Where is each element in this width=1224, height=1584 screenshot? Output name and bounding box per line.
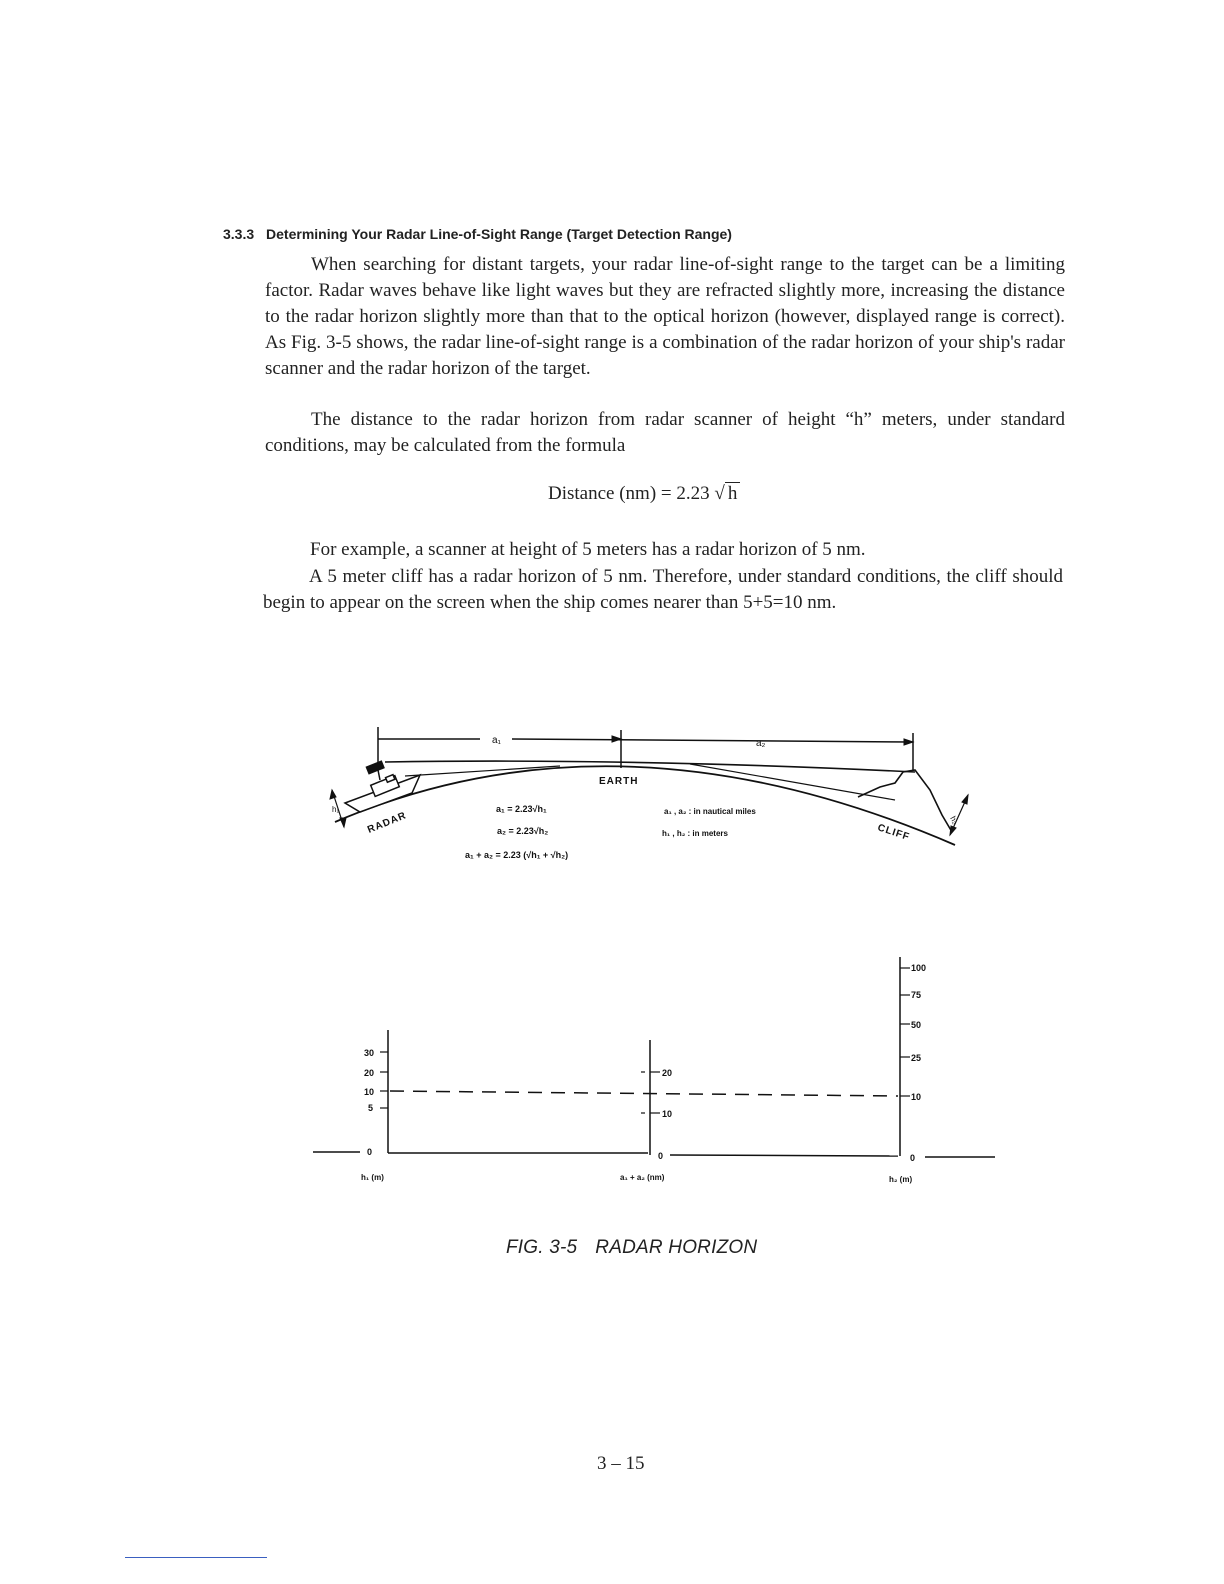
h2-tick: 100 (911, 963, 927, 973)
h1-axis-label: h₁ (m) (361, 1173, 384, 1182)
h2-tick: 50 (911, 1020, 922, 1030)
h2-tick: 0 (910, 1153, 916, 1163)
label-h1: h₁ (332, 805, 340, 814)
formula-a1: a₁ = 2.23√h₁ (496, 804, 547, 814)
nomogram (313, 957, 995, 1157)
earth-surface-arc (335, 766, 955, 845)
h2-arrow-head-bottom (950, 826, 956, 835)
h1-arrow-head-bottom (340, 818, 346, 827)
range-tick: 10 (662, 1109, 673, 1119)
dimension-line-main (512, 739, 913, 742)
h1-tick: 10 (364, 1087, 375, 1097)
page-number: 3 – 15 (597, 1453, 645, 1474)
range-tick: 20 (662, 1068, 673, 1078)
formula-sum: a₁ + a₂ = 2.23 (√h₁ + √h₂) (465, 850, 569, 860)
label-a1: a₁ (492, 735, 501, 746)
line-of-sight (385, 761, 915, 772)
arrow-head-a2 (904, 739, 913, 745)
label-cliff: CLIFF (876, 822, 912, 844)
figure-title: RADAR HORIZON (595, 1237, 758, 1258)
h1-tick: 30 (364, 1048, 375, 1058)
baseline-mid-right (670, 1155, 898, 1156)
arrow-head-a1 (612, 736, 621, 742)
label-radar: RADAR (366, 810, 409, 836)
label-h2: h₂ (948, 814, 960, 826)
paragraph-example-scanner: For example, a scanner at height of 5 meters has a radar horizon of 5 nm. (310, 539, 866, 560)
h2-tick: 10 (911, 1092, 922, 1102)
range-tick: 0 (658, 1151, 664, 1161)
range-axis-label: a₁ + a₂ (nm) (620, 1173, 665, 1182)
h2-tick: 25 (911, 1053, 922, 1063)
formula-a2: a₂ = 2.23√h₂ (497, 826, 549, 836)
label-a2: a₂ (756, 738, 766, 749)
section-title: Determining Your Radar Line-of-Sight Range (Target Detection Range) (266, 226, 732, 242)
h2-axis-label: h₂ (m) (889, 1175, 913, 1184)
label-earth: EARTH (599, 776, 639, 787)
ship-icon (345, 761, 420, 812)
horizon-diagram (330, 727, 968, 845)
units-meters: h₁ , h₂ : in meters (662, 829, 728, 838)
cliff-shape (858, 770, 952, 832)
units-nautical-miles: a₁ , a₂ : in nautical miles (664, 807, 756, 816)
example-dashed-line (390, 1091, 898, 1096)
footer-rule (125, 1557, 267, 1558)
h1-arrow-head-top (330, 790, 336, 799)
paragraph-example-cliff: A 5 meter cliff has a radar horizon of 5 nm. Therefore, under standard conditions, the cliff should begin to appear on the screen when the ship comes nearer than 5+5=10 nm. (263, 566, 1063, 613)
tangent-left (405, 766, 560, 776)
paragraph-intro: When searching for distant targets, your radar line-of-sight range to the target can be a limiting factor. Radar waves behave like light waves but they are refracted slightly more, increasing the distance to the radar horizon slightly more than that to the optical horizon (however, displayed range is correct). As Fig. 3-5 shows, the radar line-of-sight range is a combination of the radar horizon of your ship's radar scanner and the radar horizon of the target. (265, 254, 1065, 379)
h1-tick: 5 (368, 1103, 374, 1113)
formula-left: Distance (nm) = 2.23 √ (548, 483, 725, 504)
h1-tick: 20 (364, 1068, 375, 1078)
h1-tick: 0 (367, 1147, 373, 1157)
section-number: 3.3.3 (223, 226, 255, 242)
formula-radicand: h (725, 482, 741, 504)
figure-caption (506, 1237, 757, 1259)
figure-number: FIG. 3-5 (506, 1237, 578, 1258)
h2-tick: 75 (911, 990, 922, 1000)
h2-arrow-head-top (962, 795, 968, 804)
paragraph-formula-intro: The distance to the radar horizon from radar scanner of height “h” meters, under standard conditions, may be calculated from the formula (265, 409, 1065, 456)
